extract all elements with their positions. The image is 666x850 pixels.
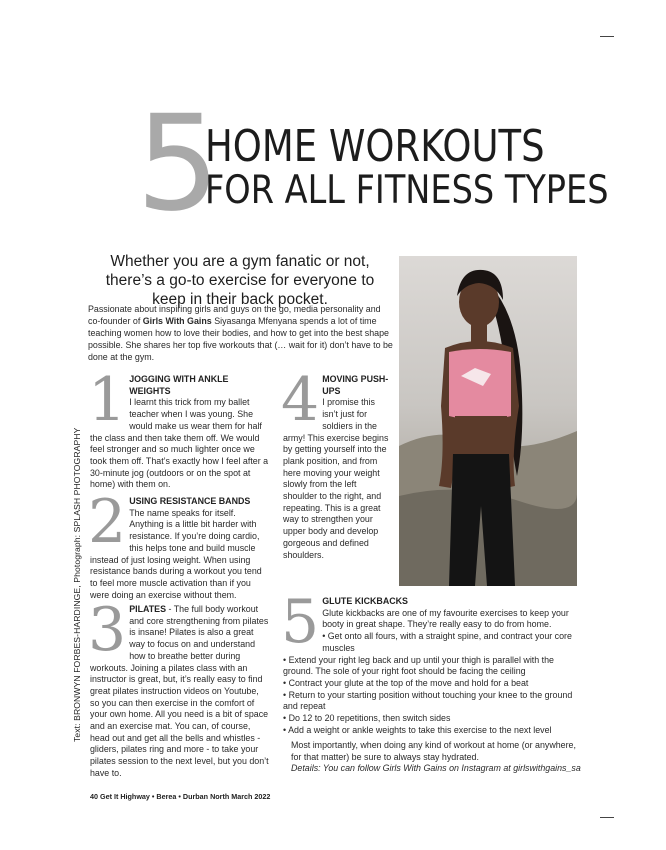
workout-2 [88, 487, 270, 601]
lead-part-1: Passionate about inspiring girls and guys on the go, media personality and co-founder of [88, 304, 381, 326]
workout-2-heading: USING RESISTANCE BANDS [129, 496, 251, 506]
workout-1-body: I learnt this trick from my ballet teacher when I was young. She would make us wear them for half the class and then take them off. We would feel stronger and so much lighter once we took them off. That’s exactly how I feel after a 30-minute jog (outdoors or on the spot at home) with them on. [90, 397, 269, 490]
model-illustration [399, 256, 577, 586]
details-line: Details: You can follow Girls With Gains on Instagram at girlswithgains_sa [291, 763, 581, 774]
workout-4-number: 4 [281, 365, 320, 435]
workout-5-bullet: • Do 12 to 20 repetitions, then switch sides [283, 713, 451, 724]
title-number: 5 [136, 87, 220, 241]
workout-2-body: The name speaks for itself. Anything is a little bit harder with resistance. If you’re doing cardio, this helps tone and build muscle instead of just losing weight. When using resistance bands during a workout you tend to feel more muscle activation than if you were doing an exercise without them. [90, 507, 262, 600]
closing-text: Most importantly, when doing any kind of workout at home (or anywhere, for that matter) be sure to always stay hydrated. [291, 740, 576, 762]
lead-paragraph [88, 304, 394, 364]
workout-4-body: I promise this isn’t just for soldiers in the army! This exercise begins by getting yourself into the plank position, and from here moving your weight slowly from the left shoulder to the right, and repeating. This is a great way to strengthen your upper body and develop gorgeous and defined shoulders. [283, 397, 389, 560]
workout-5-bullet: • Extend your right leg back and up until your thigh is parallel with the ground. The sole of your right foot should be facing the ceiling [283, 654, 554, 677]
workout-5 [281, 587, 581, 736]
page-footer: 40 Get It Highway • Berea • Durban North March 2022 [90, 792, 271, 801]
intro-deck: Whether you are a gym fanatic or not, there’s a go-to exercise for everyone to keep in their back pocket. [105, 253, 375, 308]
workout-5-heading: GLUTE KICKBACKS [322, 596, 408, 606]
lead-brand: Girls With Gains [142, 315, 212, 326]
workout-5-bullet: • Contract your glute at the top of the move and hold for a beat [283, 677, 529, 688]
model-photo [399, 256, 577, 586]
workout-4-heading: MOVING PUSH-UPS [322, 374, 389, 396]
workout-3-heading: PILATES [129, 604, 167, 614]
photo-credit: Text: BRONWYN FORBES-HARDINGE, Photograph: SPLASH PHOTOGRAPHY [72, 427, 82, 742]
workout-5-number: 5 [281, 587, 320, 657]
closing-note [291, 740, 581, 775]
workout-1-heading: JOGGING WITH ANKLE WEIGHTS [129, 374, 229, 396]
workout-3-body: - The full body workout and core strengthening from pilates is insane! Pilates is also a great way to focus on and understand how to breathe better during workouts. Joining a pilates class with an instructor is great, but, it’s really easy to find great pilates instruction videos on Youtube, so you can then exercise in the comfort of your own home. All you need is a bit of space and an exercise mat. You can, of course, head out and get all the bells and whistles - gliders, pilates ring and more - to take your pilates session to the next level, but you don’t have to. [90, 604, 269, 778]
lead-part-2: Siyasanga Mfenyana spends a lot of time teaching women how to love their bodies, and how to get into the best shape possible. She shares her top five workouts that (… wait for it) don’t have to be done at the gym. [88, 315, 393, 362]
workout-2-number: 2 [88, 487, 127, 557]
workout-4 [281, 365, 391, 561]
workout-1-number: 1 [88, 365, 127, 435]
workout-3-number: 3 [88, 595, 127, 665]
crop-mark-top-right [600, 36, 614, 37]
title-line-2: FOR ALL FITNESS TYPES [205, 168, 609, 213]
workout-5-body: Glute kickbacks are one of my favourite exercises to keep your booty in great shape. They’re really easy to do from home. [322, 607, 569, 630]
workout-1 [88, 365, 270, 491]
workout-5-bullet: • Return to your starting position without touching your knee to the ground and repeat [283, 689, 573, 712]
page-title [205, 121, 609, 213]
workout-5-bullet: • Add a weight or ankle weights to take this exercise to the next level [283, 724, 552, 735]
workout-3 [88, 595, 270, 780]
crop-mark-bottom-right [600, 817, 614, 818]
title-line-1: HOME WORKOUTS [205, 121, 545, 172]
workout-5-bullet: • Get onto all fours, with a straight spine, and contract your core muscles [322, 631, 572, 653]
